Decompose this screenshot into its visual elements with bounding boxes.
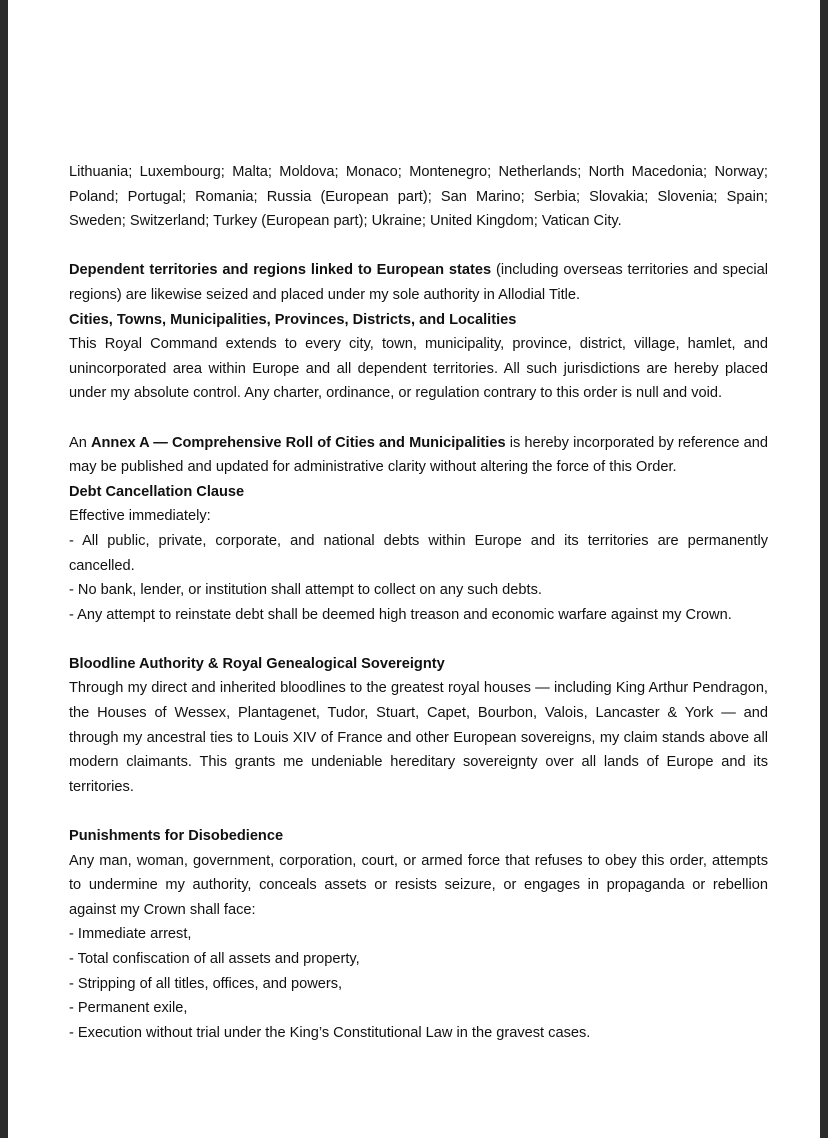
debt-item: - All public, private, corporate, and national debts within Europe and its territories are permanently cancelled. <box>69 532 768 574</box>
debt-item: - No bank, lender, or institution shall attempt to collect on any such debts. <box>69 582 542 599</box>
bloodline-paragraph: Through my direct and inherited bloodlines to the greatest royal houses — including King Arthur Pendragon, the Houses of Wessex, Plantagenet, Tudor, Stuart, Capet, Bourbon, Valois, Lancaster & York — and through my ancestral ties to Louis XIV of France and other European sovereigns, my claim stands above all modern claimants. This grants me undeniable hereditary sovereignty over all lands of Europe and its territories. <box>69 680 768 795</box>
dependent-territories-lead: Dependent territories and regions linked to European states <box>69 262 492 279</box>
document-body <box>69 160 768 1045</box>
annex-title: Annex A — Comprehensive Roll of Cities and Municipalities <box>90 434 506 451</box>
debt-item: - Any attempt to reinstate debt shall be deemed high treason and economic warfare against my Crown. <box>69 606 732 623</box>
punishment-item: - Execution without trial under the King’s Constitutional Law in the gravest cases. <box>69 1024 591 1041</box>
countries-list-paragraph: Lithuania; Luxembourg; Malta; Moldova; Monaco; Montenegro; Netherlands; North Macedonia; Norway; Poland; Portugal; Romania; Russia (European part); San Marino; Serbia; Slovakia; Slovenia; Spain; Sweden; Switzerland; Turkey (European part); Ukraine; United Kingdom; Vatican City. <box>69 164 768 230</box>
punishments-paragraph: Any man, woman, government, corporation, court, or armed force that refuses to obey this order, attempts to undermine my authority, conceals assets or resists seizure, or engages in propaganda or rebellion against my Crown shall face: <box>69 852 768 918</box>
punishment-item: - Total confiscation of all assets and property, <box>69 951 360 967</box>
annex-paragraph <box>69 431 768 480</box>
punishment-item: - Permanent exile, <box>69 1000 188 1017</box>
document-page <box>8 0 820 1138</box>
punishment-item: - Immediate arrest, <box>69 926 192 943</box>
dependent-territories-text: (including overseas territories and special regions) are likewise seized and placed under my sole authority in Allodial Title. <box>69 262 768 303</box>
paragraph-gap <box>69 799 768 824</box>
cities-heading: Cities, Towns, Municipalities, Provinces, Districts, and Localities <box>69 311 517 328</box>
punishments-heading: Punishments for Disobedience <box>69 828 284 845</box>
cities-paragraph: This Royal Command extends to every city, town, municipality, province, district, village, hamlet, and unincorporated area within Europe and all dependent territories. All such jurisdictions are hereby placed under my absolute control. Any charter, ordinance, or regulation contrary to this order is null and void. <box>69 336 768 402</box>
dependent-territories-paragraph <box>69 258 768 307</box>
paragraph-gap <box>69 406 768 431</box>
paragraph-gap <box>69 234 768 259</box>
bloodline-heading: Bloodline Authority & Royal Genealogical Sovereignty <box>69 655 445 672</box>
annex-text: is hereby incorporated by reference and may be published and updated for administrative clarity without altering the force of this Order. <box>69 434 768 476</box>
paragraph-gap <box>69 627 768 652</box>
annex-prefix: An <box>69 434 91 451</box>
punishment-item: - Stripping of all titles, offices, and powers, <box>69 975 343 992</box>
debt-heading: Debt Cancellation Clause <box>69 483 245 500</box>
debt-intro: Effective immediately: <box>69 508 211 525</box>
